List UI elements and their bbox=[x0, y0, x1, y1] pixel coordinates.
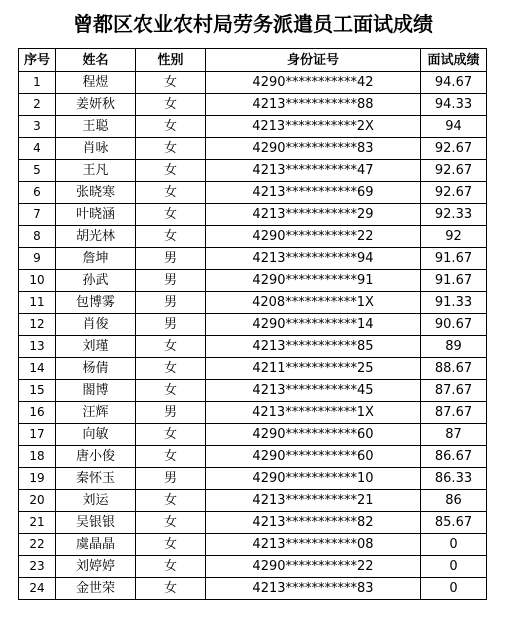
cell-seq: 17 bbox=[19, 424, 56, 446]
cell-seq: 10 bbox=[19, 270, 56, 292]
cell-id-number: 4290***********83 bbox=[206, 138, 421, 160]
table-header-row bbox=[19, 49, 487, 72]
cell-name: 虞晶晶 bbox=[56, 534, 136, 556]
cell-score: 91.33 bbox=[421, 292, 487, 314]
cell-name: 唐小俊 bbox=[56, 446, 136, 468]
header-seq: 序号 bbox=[19, 49, 56, 72]
cell-id-number: 4213***********21 bbox=[206, 490, 421, 512]
table-body bbox=[19, 72, 487, 600]
cell-name: 包博雾 bbox=[56, 292, 136, 314]
cell-score: 90.67 bbox=[421, 314, 487, 336]
table-row bbox=[19, 116, 487, 138]
cell-id-number: 4213***********29 bbox=[206, 204, 421, 226]
table-row bbox=[19, 94, 487, 116]
cell-gender: 男 bbox=[136, 248, 206, 270]
cell-id-number: 4290***********22 bbox=[206, 556, 421, 578]
cell-score: 94.33 bbox=[421, 94, 487, 116]
cell-id-number: 4213***********83 bbox=[206, 578, 421, 600]
table-row bbox=[19, 380, 487, 402]
cell-score: 89 bbox=[421, 336, 487, 358]
cell-score: 0 bbox=[421, 556, 487, 578]
cell-score: 92.67 bbox=[421, 138, 487, 160]
cell-score: 87 bbox=[421, 424, 487, 446]
cell-name: 刘婷婷 bbox=[56, 556, 136, 578]
cell-name: 张晓寒 bbox=[56, 182, 136, 204]
cell-id-number: 4213***********85 bbox=[206, 336, 421, 358]
header-name: 姓名 bbox=[56, 49, 136, 72]
cell-seq: 6 bbox=[19, 182, 56, 204]
cell-gender: 女 bbox=[136, 446, 206, 468]
cell-gender: 女 bbox=[136, 138, 206, 160]
cell-gender: 男 bbox=[136, 270, 206, 292]
cell-seq: 3 bbox=[19, 116, 56, 138]
cell-name: 閤博 bbox=[56, 380, 136, 402]
table-row bbox=[19, 512, 487, 534]
cell-id-number: 4290***********10 bbox=[206, 468, 421, 490]
cell-id-number: 4213***********45 bbox=[206, 380, 421, 402]
table-row bbox=[19, 226, 487, 248]
cell-id-number: 4213***********88 bbox=[206, 94, 421, 116]
cell-id-number: 4213***********69 bbox=[206, 182, 421, 204]
table-row bbox=[19, 292, 487, 314]
cell-name: 詹坤 bbox=[56, 248, 136, 270]
cell-id-number: 4211***********25 bbox=[206, 358, 421, 380]
cell-gender: 女 bbox=[136, 358, 206, 380]
cell-gender: 女 bbox=[136, 182, 206, 204]
cell-gender: 女 bbox=[136, 72, 206, 94]
cell-gender: 女 bbox=[136, 204, 206, 226]
cell-name: 孙武 bbox=[56, 270, 136, 292]
cell-score: 85.67 bbox=[421, 512, 487, 534]
cell-id-number: 4208***********1X bbox=[206, 292, 421, 314]
cell-seq: 12 bbox=[19, 314, 56, 336]
cell-seq: 21 bbox=[19, 512, 56, 534]
cell-seq: 4 bbox=[19, 138, 56, 160]
cell-score: 94 bbox=[421, 116, 487, 138]
cell-seq: 8 bbox=[19, 226, 56, 248]
cell-name: 杨倩 bbox=[56, 358, 136, 380]
cell-score: 0 bbox=[421, 578, 487, 600]
cell-id-number: 4213***********08 bbox=[206, 534, 421, 556]
cell-gender: 女 bbox=[136, 226, 206, 248]
cell-id-number: 4213***********47 bbox=[206, 160, 421, 182]
cell-score: 87.67 bbox=[421, 380, 487, 402]
cell-name: 王聪 bbox=[56, 116, 136, 138]
cell-seq: 19 bbox=[19, 468, 56, 490]
cell-id-number: 4290***********60 bbox=[206, 446, 421, 468]
cell-score: 91.67 bbox=[421, 270, 487, 292]
table-row bbox=[19, 182, 487, 204]
cell-gender: 女 bbox=[136, 116, 206, 138]
cell-id-number: 4290***********14 bbox=[206, 314, 421, 336]
cell-score: 92.33 bbox=[421, 204, 487, 226]
cell-id-number: 4213***********94 bbox=[206, 248, 421, 270]
cell-gender: 女 bbox=[136, 160, 206, 182]
cell-seq: 11 bbox=[19, 292, 56, 314]
header-id-number: 身份证号 bbox=[206, 49, 421, 72]
cell-seq: 1 bbox=[19, 72, 56, 94]
cell-gender: 女 bbox=[136, 490, 206, 512]
cell-seq: 23 bbox=[19, 556, 56, 578]
cell-score: 91.67 bbox=[421, 248, 487, 270]
cell-name: 向敏 bbox=[56, 424, 136, 446]
header-score: 面试成绩 bbox=[421, 49, 487, 72]
table-row bbox=[19, 336, 487, 358]
cell-gender: 女 bbox=[136, 534, 206, 556]
cell-gender: 女 bbox=[136, 556, 206, 578]
table-row bbox=[19, 358, 487, 380]
cell-seq: 24 bbox=[19, 578, 56, 600]
cell-name: 吴银银 bbox=[56, 512, 136, 534]
cell-score: 87.67 bbox=[421, 402, 487, 424]
cell-name: 胡光林 bbox=[56, 226, 136, 248]
cell-name: 肖俊 bbox=[56, 314, 136, 336]
cell-seq: 20 bbox=[19, 490, 56, 512]
header-gender: 性别 bbox=[136, 49, 206, 72]
page-title: 曾都区农业农村局劳务派遣员工面试成绩 bbox=[73, 12, 433, 36]
table-row bbox=[19, 72, 487, 94]
cell-seq: 16 bbox=[19, 402, 56, 424]
cell-score: 92.67 bbox=[421, 182, 487, 204]
table-row bbox=[19, 138, 487, 160]
cell-gender: 男 bbox=[136, 292, 206, 314]
cell-id-number: 4290***********42 bbox=[206, 72, 421, 94]
cell-id-number: 4290***********22 bbox=[206, 226, 421, 248]
cell-name: 金世荣 bbox=[56, 578, 136, 600]
table-row bbox=[19, 468, 487, 490]
cell-name: 汪辉 bbox=[56, 402, 136, 424]
table-row bbox=[19, 556, 487, 578]
cell-seq: 13 bbox=[19, 336, 56, 358]
cell-name: 秦怀玉 bbox=[56, 468, 136, 490]
table-row bbox=[19, 248, 487, 270]
cell-score: 0 bbox=[421, 534, 487, 556]
score-table bbox=[18, 48, 487, 600]
cell-id-number: 4213***********1X bbox=[206, 402, 421, 424]
cell-gender: 女 bbox=[136, 336, 206, 358]
cell-score: 88.67 bbox=[421, 358, 487, 380]
cell-seq: 22 bbox=[19, 534, 56, 556]
cell-gender: 男 bbox=[136, 402, 206, 424]
cell-name: 王凡 bbox=[56, 160, 136, 182]
cell-id-number: 4290***********91 bbox=[206, 270, 421, 292]
cell-id-number: 4213***********2X bbox=[206, 116, 421, 138]
cell-gender: 女 bbox=[136, 94, 206, 116]
cell-name: 程煜 bbox=[56, 72, 136, 94]
table-row bbox=[19, 424, 487, 446]
cell-id-number: 4213***********82 bbox=[206, 512, 421, 534]
cell-score: 86.33 bbox=[421, 468, 487, 490]
cell-score: 86.67 bbox=[421, 446, 487, 468]
cell-seq: 2 bbox=[19, 94, 56, 116]
table-row bbox=[19, 578, 487, 600]
table-row bbox=[19, 490, 487, 512]
cell-name: 刘运 bbox=[56, 490, 136, 512]
cell-name: 叶晓涵 bbox=[56, 204, 136, 226]
table-row bbox=[19, 446, 487, 468]
cell-seq: 5 bbox=[19, 160, 56, 182]
cell-seq: 14 bbox=[19, 358, 56, 380]
table-row bbox=[19, 534, 487, 556]
cell-gender: 女 bbox=[136, 380, 206, 402]
cell-seq: 9 bbox=[19, 248, 56, 270]
table-row bbox=[19, 160, 487, 182]
cell-name: 刘瑾 bbox=[56, 336, 136, 358]
cell-gender: 男 bbox=[136, 468, 206, 490]
cell-score: 92 bbox=[421, 226, 487, 248]
cell-seq: 15 bbox=[19, 380, 56, 402]
table-row bbox=[19, 402, 487, 424]
cell-gender: 女 bbox=[136, 512, 206, 534]
cell-name: 姜妍秋 bbox=[56, 94, 136, 116]
table-row bbox=[19, 270, 487, 292]
cell-gender: 男 bbox=[136, 314, 206, 336]
cell-score: 92.67 bbox=[421, 160, 487, 182]
cell-gender: 女 bbox=[136, 578, 206, 600]
cell-id-number: 4290***********60 bbox=[206, 424, 421, 446]
cell-name: 肖咏 bbox=[56, 138, 136, 160]
table-row bbox=[19, 314, 487, 336]
cell-gender: 女 bbox=[136, 424, 206, 446]
cell-seq: 7 bbox=[19, 204, 56, 226]
table-row bbox=[19, 204, 487, 226]
cell-score: 86 bbox=[421, 490, 487, 512]
cell-seq: 18 bbox=[19, 446, 56, 468]
cell-score: 94.67 bbox=[421, 72, 487, 94]
